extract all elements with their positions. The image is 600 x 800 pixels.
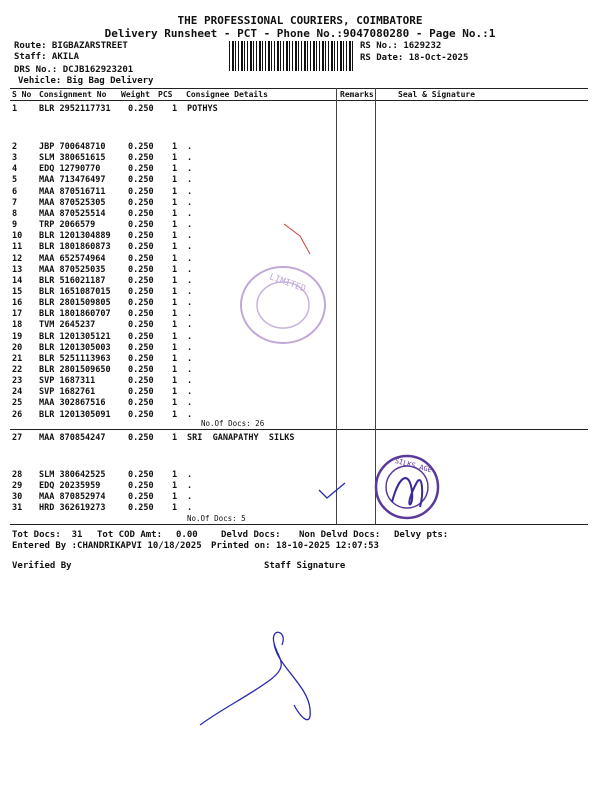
group2-doc-count: No.Of Docs: 5 bbox=[187, 514, 246, 523]
row-weight: 0.250 bbox=[128, 398, 154, 409]
row-pcs: 1 bbox=[172, 309, 178, 320]
col-weight: Weight bbox=[121, 90, 150, 99]
row-sno: 22 bbox=[12, 365, 23, 375]
table-row bbox=[0, 198, 590, 209]
printed-on: Printed on: 18-10-2025 12:07:53 bbox=[211, 541, 379, 551]
route-label: Route: BIGBAZARSTREET bbox=[14, 41, 128, 51]
row-pcs: 1 bbox=[172, 481, 178, 491]
row-weight: 0.250 bbox=[128, 492, 154, 502]
table-row bbox=[0, 104, 590, 115]
table-row bbox=[0, 187, 590, 198]
row-pcs: 1 bbox=[172, 208, 178, 219]
row-weight: 0.250 bbox=[128, 197, 154, 208]
stamp1-text: LIMITED bbox=[267, 272, 307, 295]
row-consignment: SLM 380651615 bbox=[39, 153, 106, 164]
seal-stamp bbox=[372, 452, 442, 522]
row-consignment: HRD 362619273 bbox=[39, 503, 106, 513]
table-row bbox=[0, 354, 590, 365]
row-consignment: SLM 380642525 bbox=[39, 470, 106, 480]
row-pcs: 1 bbox=[172, 253, 178, 264]
row-pcs: 1 bbox=[172, 320, 178, 331]
row-pcs: 1 bbox=[172, 331, 178, 342]
row-weight: 0.250 bbox=[128, 387, 154, 398]
row-pcs: 1 bbox=[172, 376, 178, 387]
row-weight: 0.250 bbox=[128, 365, 154, 375]
entered-by: Entered By :CHANDRIKAPVI 10/18/2025 bbox=[12, 541, 202, 551]
row-weight: 0.250 bbox=[128, 376, 154, 387]
row-pcs: 1 bbox=[172, 164, 178, 175]
row-consignee: . bbox=[187, 275, 193, 286]
row-consignee: . bbox=[187, 376, 193, 387]
red-mark bbox=[280, 218, 320, 258]
row-pcs: 1 bbox=[172, 398, 178, 409]
row-consignee: . bbox=[187, 208, 193, 219]
table-row bbox=[0, 387, 590, 398]
row-sno: 16 bbox=[12, 298, 23, 309]
row-consignment: BLR 2952117731 bbox=[39, 104, 111, 114]
row-sno: 26 bbox=[12, 409, 23, 420]
row-consignee: . bbox=[187, 186, 193, 197]
row-consignee: . bbox=[187, 242, 193, 253]
table-header-rule bbox=[10, 100, 588, 101]
row-pcs: 1 bbox=[172, 186, 178, 197]
row-weight: 0.250 bbox=[128, 253, 154, 264]
row-weight: 0.250 bbox=[128, 309, 154, 320]
row-pcs: 1 bbox=[172, 104, 178, 114]
col-pcs: PCS bbox=[158, 90, 173, 99]
col-remarks: Remarks bbox=[340, 90, 374, 99]
row-consignment: BLR 1201304889 bbox=[39, 231, 111, 242]
row-pcs: 1 bbox=[172, 153, 178, 164]
row-consignee: . bbox=[187, 197, 193, 208]
row-consignment: MAA 870516711 bbox=[39, 186, 106, 197]
row-pcs: 1 bbox=[172, 503, 178, 513]
row-weight: 0.250 bbox=[128, 153, 154, 164]
row-consignment: EDQ 20235959 bbox=[39, 481, 101, 491]
stamp2-text: SILKS AGE bbox=[393, 456, 433, 475]
row-consignee: . bbox=[187, 409, 193, 420]
delivered-docs: Delvd Docs: bbox=[221, 530, 281, 540]
company-title: THE PROFESSIONAL COURIERS, COIMBATORE bbox=[177, 14, 423, 27]
row-sno: 29 bbox=[12, 481, 23, 491]
row-sno: 17 bbox=[12, 309, 23, 320]
row-consignee: . bbox=[187, 365, 193, 375]
row-weight: 0.250 bbox=[128, 175, 154, 186]
group2-bottom-rule bbox=[10, 524, 588, 525]
row-sno: 30 bbox=[12, 492, 23, 502]
row-consignment: EDQ 12790770 bbox=[39, 164, 101, 175]
row-pcs: 1 bbox=[172, 342, 178, 353]
row-sno: 13 bbox=[12, 264, 23, 275]
rs-date: RS Date: 18-Oct-2025 bbox=[360, 53, 469, 63]
drs-number: DRS No.: DCJB162923201 bbox=[14, 65, 134, 75]
row-weight: 0.250 bbox=[128, 186, 154, 197]
row-consignment: MAA 870852974 bbox=[39, 492, 106, 502]
total-docs: Tot Docs: 31 bbox=[12, 530, 83, 540]
row-consignee: . bbox=[187, 398, 193, 409]
col-seal: Seal & Signature bbox=[398, 90, 476, 99]
row-sno: 8 bbox=[12, 208, 18, 219]
row-weight: 0.250 bbox=[128, 264, 154, 275]
staff-signature: Staff Signature bbox=[264, 561, 346, 571]
row-consignee: . bbox=[187, 353, 193, 364]
row-sno: 18 bbox=[12, 320, 23, 331]
consignee-name: POTHYS bbox=[187, 104, 218, 114]
row-consignee: . bbox=[187, 153, 193, 164]
row-consignee: . bbox=[187, 342, 193, 353]
row-pcs: 1 bbox=[172, 470, 178, 480]
row-consignment: TVM 2645237 bbox=[39, 320, 96, 331]
row-consignee: . bbox=[187, 492, 193, 502]
table-row bbox=[0, 365, 590, 376]
row-pcs: 1 bbox=[172, 433, 178, 443]
row-pcs: 1 bbox=[172, 365, 178, 375]
row-pcs: 1 bbox=[172, 175, 178, 186]
row-weight: 0.250 bbox=[128, 409, 154, 420]
row-consignee: . bbox=[187, 264, 193, 275]
table-row bbox=[0, 481, 590, 492]
verified-by: Verified By bbox=[12, 561, 72, 571]
row-sno: 3 bbox=[12, 153, 18, 164]
row-consignment: BLR 1801860707 bbox=[39, 309, 111, 320]
group1-doc-count: No.Of Docs: 26 bbox=[201, 419, 265, 428]
row-sno: 19 bbox=[12, 331, 23, 342]
row-weight: 0.250 bbox=[128, 331, 154, 342]
col-consignee: Consignee Details bbox=[186, 90, 268, 99]
row-pcs: 1 bbox=[172, 242, 178, 253]
row-pcs: 1 bbox=[172, 353, 178, 364]
row-pcs: 1 bbox=[172, 197, 178, 208]
row-consignee: . bbox=[187, 470, 193, 480]
rs-number: RS No.: 1629232 bbox=[360, 41, 442, 51]
row-consignee: . bbox=[187, 286, 193, 297]
row-weight: 0.250 bbox=[128, 104, 154, 114]
row-pcs: 1 bbox=[172, 264, 178, 275]
row-pcs: 1 bbox=[172, 286, 178, 297]
row-sno: 11 bbox=[12, 242, 23, 253]
tick-mark bbox=[316, 480, 348, 502]
table-row bbox=[0, 376, 590, 387]
row-consignment: MAA 713476497 bbox=[39, 175, 106, 186]
total-cod-value: 0.00 bbox=[176, 530, 198, 540]
row-sno: 6 bbox=[12, 186, 18, 197]
row-consignment: SVP 1687311 bbox=[39, 376, 96, 387]
row-weight: 0.250 bbox=[128, 353, 154, 364]
row-sno: 10 bbox=[12, 231, 23, 242]
table-row bbox=[0, 470, 590, 481]
row-pcs: 1 bbox=[172, 231, 178, 242]
table-row bbox=[0, 175, 590, 186]
row-sno: 21 bbox=[12, 353, 23, 364]
row-consignment: SVP 1682761 bbox=[39, 387, 96, 398]
consignee-name: SRI GANAPATHY SILKS bbox=[187, 433, 295, 443]
row-consignment: BLR 2801509650 bbox=[39, 365, 111, 375]
non-delivered-docs: Non Delvd Docs: bbox=[299, 530, 381, 540]
row-weight: 0.250 bbox=[128, 286, 154, 297]
row-consignee: . bbox=[187, 387, 193, 398]
row-sno: 23 bbox=[12, 376, 23, 387]
row-consignee: . bbox=[187, 164, 193, 175]
row-consignee: . bbox=[187, 231, 193, 242]
row-sno: 7 bbox=[12, 197, 18, 208]
row-weight: 0.250 bbox=[128, 164, 154, 175]
row-pcs: 1 bbox=[172, 142, 178, 152]
row-consignee: . bbox=[187, 331, 193, 342]
row-consignment: BLR 1801860873 bbox=[39, 242, 111, 253]
row-consignee: . bbox=[187, 142, 193, 152]
row-weight: 0.250 bbox=[128, 342, 154, 353]
table-row bbox=[0, 433, 590, 444]
delivery-points: Delvy pts: bbox=[394, 530, 449, 540]
row-weight: 0.250 bbox=[128, 275, 154, 286]
handwritten-signature bbox=[190, 625, 340, 735]
table-row bbox=[0, 142, 590, 153]
row-sno: 2 bbox=[12, 142, 18, 152]
runsheet-subtitle: Delivery Runsheet - PCT - Phone No.:9047080280 - Page No.:1 bbox=[104, 27, 496, 40]
row-consignment: MAA 870525305 bbox=[39, 197, 106, 208]
row-sno: 25 bbox=[12, 398, 23, 409]
row-consignee: . bbox=[187, 253, 193, 264]
row-pcs: 1 bbox=[172, 220, 178, 231]
row-pcs: 1 bbox=[172, 492, 178, 502]
row-weight: 0.250 bbox=[128, 142, 154, 152]
row-weight: 0.250 bbox=[128, 220, 154, 231]
row-sno: 24 bbox=[12, 387, 23, 398]
barcode bbox=[229, 41, 355, 71]
row-weight: 0.250 bbox=[128, 231, 154, 242]
row-consignment: TRP 2066579 bbox=[39, 220, 96, 231]
row-consignment: BLR 1651087015 bbox=[39, 286, 111, 297]
total-cod-label: Tot COD Amt: bbox=[97, 530, 163, 540]
row-consignee: . bbox=[187, 220, 193, 231]
row-consignment: BLR 1201305003 bbox=[39, 342, 111, 353]
row-sno: 31 bbox=[12, 503, 23, 513]
row-consignment: MAA 652574964 bbox=[39, 253, 106, 264]
row-consignment: MAA 870525514 bbox=[39, 208, 106, 219]
row-consignee: . bbox=[187, 309, 193, 320]
row-consignment: BLR 5251113963 bbox=[39, 353, 111, 364]
faded-company-stamp bbox=[236, 262, 330, 348]
row-consignment: MAA 870525035 bbox=[39, 264, 106, 275]
row-consignee: . bbox=[187, 175, 193, 186]
row-sno: 20 bbox=[12, 342, 23, 353]
row-consignment: MAA 302867516 bbox=[39, 398, 106, 409]
col-consignment: Consignment No bbox=[39, 90, 107, 99]
row-sno: 27 bbox=[12, 433, 23, 443]
row-consignee: . bbox=[187, 503, 193, 513]
table-row bbox=[0, 153, 590, 164]
row-pcs: 1 bbox=[172, 298, 178, 309]
group1-bottom-rule bbox=[10, 429, 588, 430]
row-sno: 12 bbox=[12, 253, 23, 264]
row-weight: 0.250 bbox=[128, 208, 154, 219]
col-sno: S No bbox=[12, 90, 32, 99]
row-consignment: BLR 2801509805 bbox=[39, 298, 111, 309]
row-sno: 5 bbox=[12, 175, 18, 186]
table-row bbox=[0, 410, 590, 421]
row-consignment: JBP 700648710 bbox=[39, 142, 106, 152]
row-sno: 28 bbox=[12, 470, 23, 480]
row-sno: 4 bbox=[12, 164, 18, 175]
row-sno: 15 bbox=[12, 286, 23, 297]
row-consignment: MAA 870854247 bbox=[39, 433, 106, 443]
row-consignment: BLR 516021187 bbox=[39, 275, 106, 286]
table-row bbox=[0, 164, 590, 175]
table-row bbox=[0, 492, 590, 503]
row-consignee: . bbox=[187, 481, 193, 491]
row-consignee: . bbox=[187, 298, 193, 309]
row-weight: 0.250 bbox=[128, 242, 154, 253]
row-pcs: 1 bbox=[172, 387, 178, 398]
row-weight: 0.250 bbox=[128, 320, 154, 331]
staff-label: Staff: AKILA bbox=[14, 52, 80, 62]
row-weight: 0.250 bbox=[128, 433, 154, 443]
row-consignment: BLR 1201305121 bbox=[39, 331, 111, 342]
row-pcs: 1 bbox=[172, 275, 178, 286]
row-sno: 1 bbox=[12, 104, 18, 114]
row-weight: 0.250 bbox=[128, 298, 154, 309]
row-consignee: . bbox=[187, 320, 193, 331]
row-sno: 9 bbox=[12, 220, 18, 231]
row-pcs: 1 bbox=[172, 409, 178, 420]
row-weight: 0.250 bbox=[128, 481, 154, 491]
row-weight: 0.250 bbox=[128, 503, 154, 513]
table-top-rule bbox=[10, 88, 588, 89]
vehicle-label: Vehicle: Big Bag Delivery bbox=[18, 76, 154, 86]
row-consignment: BLR 1201305091 bbox=[39, 409, 111, 420]
table-row bbox=[0, 398, 590, 409]
row-sno: 14 bbox=[12, 275, 23, 286]
row-weight: 0.250 bbox=[128, 470, 154, 480]
table-row bbox=[0, 503, 590, 514]
